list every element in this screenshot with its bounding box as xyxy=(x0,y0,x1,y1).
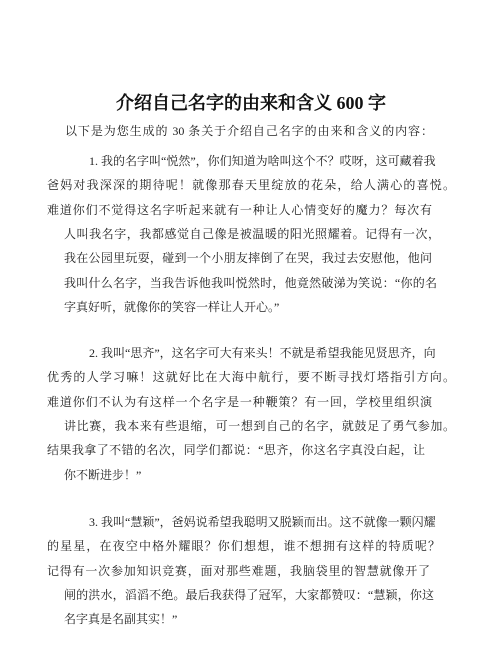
paragraph-line: 人叫我名字，我都感觉自己像是被温暖的阳光照耀着。记得有一次， xyxy=(64,227,440,241)
paragraph-line: 难道你们不认为有这样一个名字是一种鞭策？有一回，学校里组织演 xyxy=(47,395,432,409)
paragraph-line: 的星星，在夜空中格外耀眼？你们想想，谁不想拥有这样的特质呢？ xyxy=(47,539,440,553)
paragraph-line: 我叫什么名字，当我告诉他我叫悦然时，他竟然破涕为笑说：“你的名 xyxy=(64,276,437,290)
paragraph-line: 1. 我的名字叫“悦然”，你们知道为啥叫这个不？哎呀，这可藏着我 xyxy=(89,154,436,168)
paragraph-line: 讲比赛，我本来有些退缩，可一想到自己的名字，就鼓足了勇气参加。 xyxy=(64,419,455,433)
intro-line: 以下是为您生成的 30 条关于介绍自己名字的由来和含义的内容： xyxy=(65,124,433,138)
paragraph-line: 优秀的人学习嘛！这就好比在大海中航行，要不断寻找灯塔指引方向。 xyxy=(47,370,455,384)
paragraph-line: 结果我拿了不错的名次，同学们都说：“思齐，你这名字真没白起，让 xyxy=(47,443,425,457)
paragraph-line: 记得有一次参加知识竞赛，面对那些难题，我脑袋里的智慧就像开了 xyxy=(47,564,430,578)
paragraph-line: 我在公园里玩耍，碰到一个小朋友摔倒了在哭，我过去安慰他，他问 xyxy=(64,251,432,265)
paragraph-line: 3. 我叫“慧颖”，爸妈说希望我聪明又脱颖而出。这不就像一颗闪耀 xyxy=(89,515,436,529)
document-title: 介绍自己名字的由来和含义 600 字 xyxy=(116,93,386,113)
paragraph-line: 难道你们不觉得这名字听起来就有一种让人心情变好的魔力？每次有 xyxy=(47,203,432,217)
paragraph-line: 爸妈对我深深的期待呢！就像那春天里绽放的花朵，给人满心的喜悦。 xyxy=(47,178,455,192)
paragraph-line: 名字真是名副其实！” xyxy=(64,612,178,626)
paragraph-line: 闸的洪水，滔滔不绝。最后我获得了冠军，大家都赞叹：“慧颖，你这 xyxy=(64,588,434,602)
paragraph-line: 字真好听，就像你的笑容一样让人开心。” xyxy=(64,300,280,314)
paragraph-line: 2. 我叫“思齐”，这名字可大有来头！不就是希望我能见贤思齐，向 xyxy=(89,346,436,360)
paragraph-line: 你不断进步！” xyxy=(64,468,142,482)
